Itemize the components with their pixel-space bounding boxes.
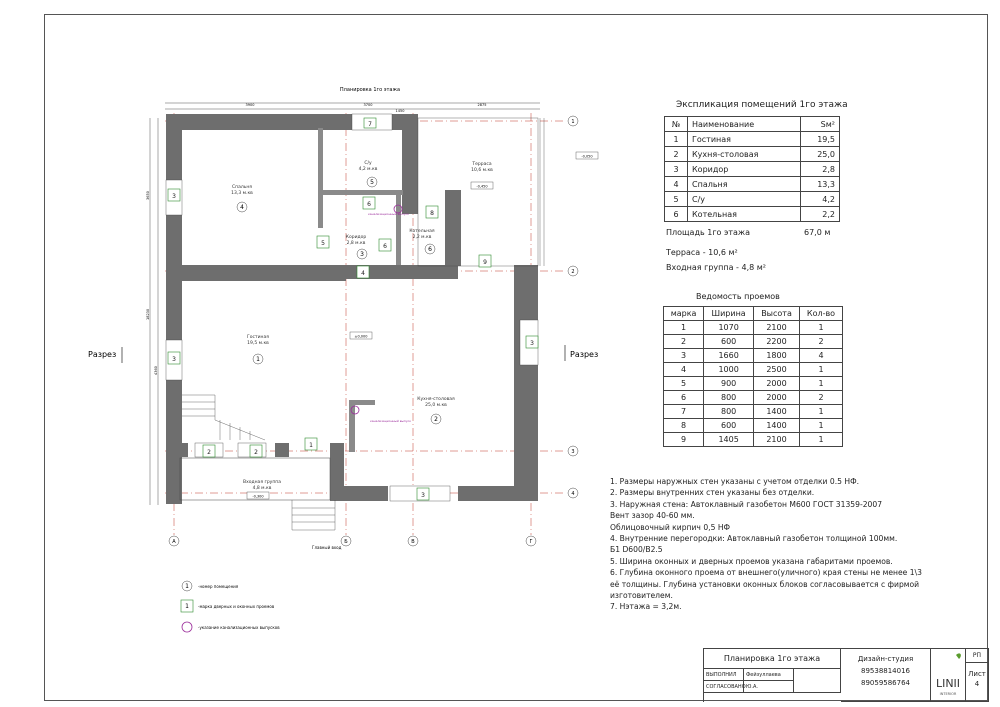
cell: Гостиная — [688, 132, 801, 147]
table-row — [665, 207, 840, 222]
entry-area-note: Входная группа - 4,8 м² — [666, 263, 766, 272]
explication-table — [664, 116, 840, 222]
openings-table — [663, 306, 843, 447]
opening-tag-3c: 3 — [530, 340, 534, 347]
legend-room-text: -номер помещения — [198, 584, 239, 589]
dim-top-4: 1450 — [395, 109, 405, 113]
room-bedroom-name: Спальня — [231, 185, 253, 190]
room-wc-area: 4,2 м.кв — [358, 167, 378, 172]
cell: 2,2 — [801, 207, 840, 222]
cell: 1405 — [704, 433, 754, 447]
table-row — [665, 132, 840, 147]
cell: 5 — [665, 192, 688, 207]
pipe-note-1: канализационный выпуск — [368, 212, 410, 216]
studio-phone-2: 89059586764 — [861, 679, 910, 687]
sheet-number-cell — [966, 663, 989, 702]
agreed-blank — [744, 681, 794, 693]
cell: 900 — [704, 377, 754, 391]
opening-tag-8: 8 — [430, 210, 434, 217]
level-mark-1: -0,050 — [581, 154, 593, 159]
cell: 7 — [664, 405, 704, 419]
studio-phone-1: 89538814016 — [861, 667, 910, 675]
cell: Коридор — [688, 162, 801, 177]
table-row — [664, 335, 843, 349]
room-wc-name: С/у — [364, 161, 372, 166]
cell: 3 — [664, 349, 704, 363]
opening-tag-3d: 3 — [421, 492, 425, 499]
cell: 1070 — [704, 321, 754, 335]
blank-cell — [794, 669, 841, 693]
terrace-name: Терраса — [472, 162, 492, 167]
note-line: изготовителем. — [610, 591, 673, 601]
level-mark-3: -0,300 — [252, 494, 264, 499]
cell: 2,8 — [801, 162, 840, 177]
level-mark-2: -0,450 — [476, 184, 488, 189]
table-row — [664, 419, 843, 433]
room-boiler-area: 2,2 м.кв — [412, 235, 432, 240]
table-row — [664, 349, 843, 363]
room-num-1: 1 — [256, 356, 260, 363]
cell: 2000 — [754, 391, 800, 405]
cell: Кухня-столовая — [688, 147, 801, 162]
logo-text: LINII — [935, 677, 961, 690]
cell: 25,0 — [801, 147, 840, 162]
dim-left-4: 4360 — [154, 366, 158, 375]
cell: 1 — [799, 405, 842, 419]
legend-pipe-text: -указание канализационных выпусков — [198, 625, 280, 630]
room-num-4: 4 — [240, 204, 244, 211]
cell: 1000 — [704, 363, 754, 377]
stage-code: РП — [966, 649, 989, 663]
note-line: Облицовочный кирпич 0,5 НФ — [610, 522, 731, 532]
note-line: 4. Внутренние перегородки: Автоклавный газобетон толщиной 100мм. — [610, 534, 898, 544]
total-area-value: 67,0 м — [804, 228, 831, 237]
col-name: Наименование — [688, 117, 801, 132]
cell: 2 — [799, 391, 842, 405]
opening-tag-6b: 6 — [383, 243, 387, 250]
sheet-number: 4 — [974, 680, 980, 688]
cell: 4,2 — [801, 192, 840, 207]
cell: 6 — [665, 207, 688, 222]
room-living-name: Гостиная — [247, 335, 269, 340]
sheet-name: Планировка 1го этажа — [704, 649, 841, 669]
room-kitchen-area: 25,0 м.кв — [425, 403, 447, 408]
axis-3: 3 — [571, 449, 575, 455]
note-line: 6. Глубина оконного проема от внешнего(уличного) края стены не менее 1\3 — [610, 568, 922, 578]
room-boiler-name: Котельная — [409, 229, 435, 234]
col-num: № — [665, 117, 688, 132]
cell: 1 — [799, 419, 842, 433]
opening-tag-2a: 2 — [207, 449, 211, 456]
opening-tag-3a: 3 — [172, 193, 176, 200]
table-row — [664, 321, 843, 335]
cell: 6 — [664, 391, 704, 405]
table-row — [665, 177, 840, 192]
cell: 9 — [664, 433, 704, 447]
cell: 2500 — [754, 363, 800, 377]
col-area: Sм² — [801, 117, 840, 132]
axis-4: 4 — [571, 491, 575, 497]
cell: 1 — [799, 363, 842, 377]
cell: 1800 — [754, 349, 800, 363]
legend-room-symbol: 1 — [185, 583, 189, 590]
cell: 3 — [665, 162, 688, 177]
table-row — [664, 377, 843, 391]
studio-name: Дизайн-студия — [857, 655, 914, 663]
sheet-label: Лист — [968, 670, 986, 678]
cell: 5 — [664, 377, 704, 391]
room-num-6: 6 — [428, 246, 432, 253]
room-kitchen-name: Кухня-столовая — [417, 397, 455, 402]
col-height: Высота — [754, 307, 800, 321]
axis-v: В — [411, 539, 415, 545]
section-right: Разрез — [570, 350, 599, 359]
total-area-label: Площадь 1го этажа — [666, 228, 751, 237]
cell: 800 — [704, 405, 754, 419]
logo-icon — [931, 649, 965, 701]
cell: 2100 — [754, 433, 800, 447]
legend-opening-text: -марка дверных и оконных проемов — [198, 604, 275, 609]
cell: 2000 — [754, 377, 800, 391]
opening-tag-4: 4 — [361, 270, 365, 277]
cell: С/у — [688, 192, 801, 207]
notes — [610, 476, 950, 613]
note-line: Б1 D600/B2.5 — [610, 545, 663, 555]
performer-name: Фейзуллаева Ю.А. — [744, 669, 794, 681]
cell: 4 — [665, 177, 688, 192]
cell: 1660 — [704, 349, 754, 363]
cell: 4 — [799, 349, 842, 363]
cell: 1 — [799, 433, 842, 447]
cell: 600 — [704, 419, 754, 433]
main-entrance: Главный вход — [312, 545, 342, 550]
pipe-note-2: канализационный выпуск — [370, 419, 412, 423]
explication-title: Экспликация помещений 1го этажа — [676, 100, 848, 110]
level-mark-0: ±0,000 — [354, 334, 368, 339]
cell: 2200 — [754, 335, 800, 349]
table-row — [665, 192, 840, 207]
table-row — [664, 405, 843, 419]
axis-a: А — [172, 539, 176, 545]
room-num-5: 5 — [370, 179, 374, 186]
studio-info — [841, 649, 931, 702]
note-line: 1. Размеры наружных стен указаны с учетом отделки 0.5 НФ. — [610, 477, 860, 486]
cell: 4 — [664, 363, 704, 377]
room-corridor-name: Коридор — [345, 235, 367, 240]
axis-b: Б — [344, 539, 348, 545]
table-row — [664, 363, 843, 377]
legend-opening-symbol: 1 — [185, 603, 189, 610]
studio-logo — [931, 649, 966, 702]
table-header-row — [665, 117, 840, 132]
role-agreed: СОГЛАСОВАНО — [704, 681, 744, 693]
dim-left-3: 18230 — [146, 308, 150, 320]
table-row — [664, 433, 843, 447]
room-num-2: 2 — [434, 416, 438, 423]
dim-left-1: 3650 — [146, 191, 150, 200]
cell: 1400 — [754, 405, 800, 419]
cell: 1 — [799, 321, 842, 335]
cell: 2 — [664, 335, 704, 349]
note-line: 7. Нэтажа = 3,2м. — [610, 602, 682, 612]
cell: 8 — [664, 419, 704, 433]
opening-tag-2b: 2 — [254, 449, 258, 456]
note-line: Вент зазор 40-60 мм. — [610, 511, 695, 521]
dim-top-1: 3900 — [245, 103, 255, 107]
note-line: 3. Наружная стена: Автоклавный газобетон М600 ГОСТ 31359-2007 — [610, 499, 883, 509]
opening-tag-6a: 6 — [367, 201, 371, 208]
dim-top-3: 2875 — [477, 103, 487, 107]
col-width: Ширина — [704, 307, 754, 321]
note-line: 2. Размеры внутренних стен указаны без отделки. — [610, 488, 815, 498]
axis-2: 2 — [571, 269, 575, 275]
room-bedroom-area: 13,3 м.кв — [231, 191, 253, 196]
cell: 1 — [665, 132, 688, 147]
cell: Котельная — [688, 207, 801, 222]
room-living-area: 19,5 м.кв — [247, 341, 269, 346]
room-num-3: 3 — [360, 251, 364, 258]
opening-tag-1: 1 — [309, 442, 313, 449]
title-block — [703, 648, 989, 702]
opening-tag-7: 7 — [368, 121, 372, 128]
opening-tag-3b: 3 — [172, 356, 176, 363]
plan-title: Планировка 1го этажа — [339, 87, 401, 93]
axis-g: Г — [529, 539, 533, 545]
table-row — [665, 162, 840, 177]
cell: 1400 — [754, 419, 800, 433]
section-left: Разрез — [88, 350, 117, 359]
cell: Спальня — [688, 177, 801, 192]
cell: 1 — [799, 377, 842, 391]
table-header-row — [664, 307, 843, 321]
cell: 2 — [665, 147, 688, 162]
note-line: её толщины. Глубина установки оконных блоков согласовывается с фирмой — [610, 579, 920, 589]
opening-tag-5: 5 — [321, 240, 325, 247]
entry-name: Входная группа — [243, 480, 281, 485]
note-line: 5. Ширина оконных и дверных проемов указана габаритами проемов. — [610, 556, 893, 566]
terrace-area-note: Терраса - 10,6 м² — [666, 248, 738, 257]
cell: 600 — [704, 335, 754, 349]
room-corridor-area: 2,8 м.кв — [346, 241, 366, 246]
cell: 13,3 — [801, 177, 840, 192]
openings-title: Ведомость проемов — [696, 292, 780, 301]
dim-top-2: 3700 — [363, 103, 373, 107]
cell: 19,5 — [801, 132, 840, 147]
cell: 2100 — [754, 321, 800, 335]
opening-tag-9: 9 — [483, 259, 487, 266]
col-mark: марка — [664, 307, 704, 321]
table-row — [665, 147, 840, 162]
cell: 1 — [664, 321, 704, 335]
cell: 800 — [704, 391, 754, 405]
axis-1: 1 — [571, 119, 575, 125]
terrace-area: 10,6 м.кв — [471, 168, 493, 173]
role-performed: ВЫПОЛНИЛ — [704, 669, 744, 681]
logo-sub: INTERIOR — [939, 692, 957, 696]
entry-area: 4,8 м.кв — [252, 486, 272, 491]
table-row — [664, 391, 843, 405]
col-count: Кол-во — [799, 307, 842, 321]
cell: 2 — [799, 335, 842, 349]
